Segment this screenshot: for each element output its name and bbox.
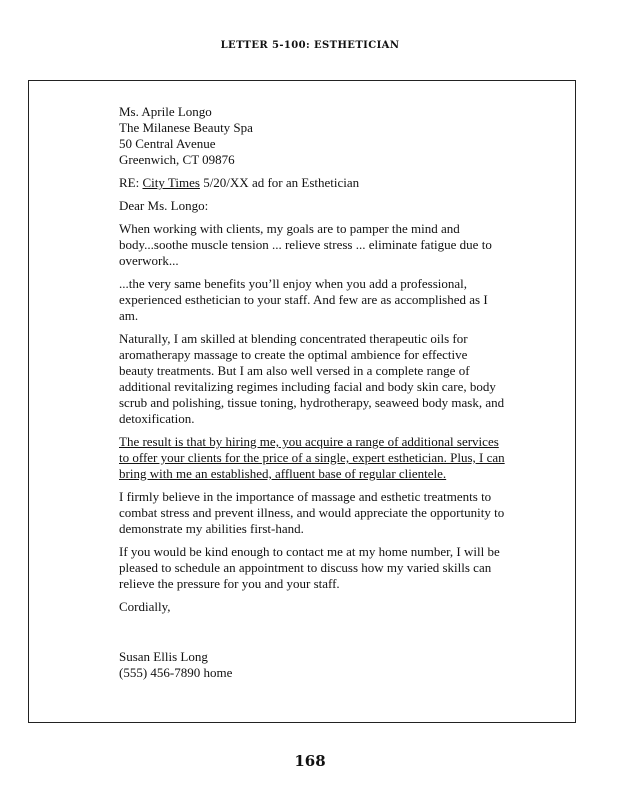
body-paragraph: Naturally, I am skilled at blending concentrated therapeutic oils for aromatherapy massage to create the optimal ambience for effective beauty treatments. But I am also well versed in a complete range of additional revitalizing regimes including facial and body skin care, body scrub and polishing, tissue toning, hydrotherapy, seaweed body mask, and detoxification.	[119, 331, 505, 426]
highlight-paragraph: The result is that by hiring me, you acquire a range of additional services to offer your clients for the price of a single, expert esthetician. Plus, I can bring with me an established, affluent base of regular clientele.	[119, 434, 505, 481]
recipient-company: The Milanese Beauty Spa	[119, 120, 253, 135]
body-paragraph: When working with clients, my goals are to pamper the mind and body...soothe muscle tension ... relieve stress ... eliminate fatigue due to overwork...	[119, 221, 492, 268]
reference-detail: 5/20/XX ad for an Esthetician	[199, 175, 360, 190]
reference-prefix: RE:	[119, 175, 143, 190]
reference-publication: City Times	[142, 175, 200, 190]
body-paragraph: I firmly believe in the importance of massage and esthetic treatments to combat stress and prevent illness, and would appreciate the opportunity to demonstrate my abilities first-hand.	[119, 489, 505, 536]
recipient-city: Greenwich, CT 09876	[119, 152, 235, 167]
letter-body	[119, 104, 505, 688]
body-paragraph: If you would be kind enough to contact me at my home number, I will be pleased to schedule an appointment to discuss how my varied skills can relieve the pressure for you and your staff.	[119, 544, 500, 591]
recipient-name: Ms. Aprile Longo	[119, 104, 212, 119]
body-paragraph: ...the very same benefits you’ll enjoy when you add a professional, experienced esthetician to your staff. And few are as accomplished as I am.	[119, 276, 488, 323]
closing: Cordially,	[119, 599, 171, 614]
signature-space	[119, 622, 505, 649]
reference-line	[119, 175, 505, 191]
page-title: LETTER 5-100: ESTHETICIAN	[220, 40, 400, 51]
letter-frame	[28, 80, 576, 723]
signature-name: Susan Ellis Long	[119, 649, 208, 664]
page-number: 168	[294, 752, 326, 770]
signature-block	[119, 649, 505, 681]
recipient-address	[119, 104, 505, 168]
signature-phone: (555) 456-7890 home	[119, 665, 233, 680]
salutation: Dear Ms. Longo:	[119, 198, 209, 213]
recipient-street: 50 Central Avenue	[119, 136, 216, 151]
